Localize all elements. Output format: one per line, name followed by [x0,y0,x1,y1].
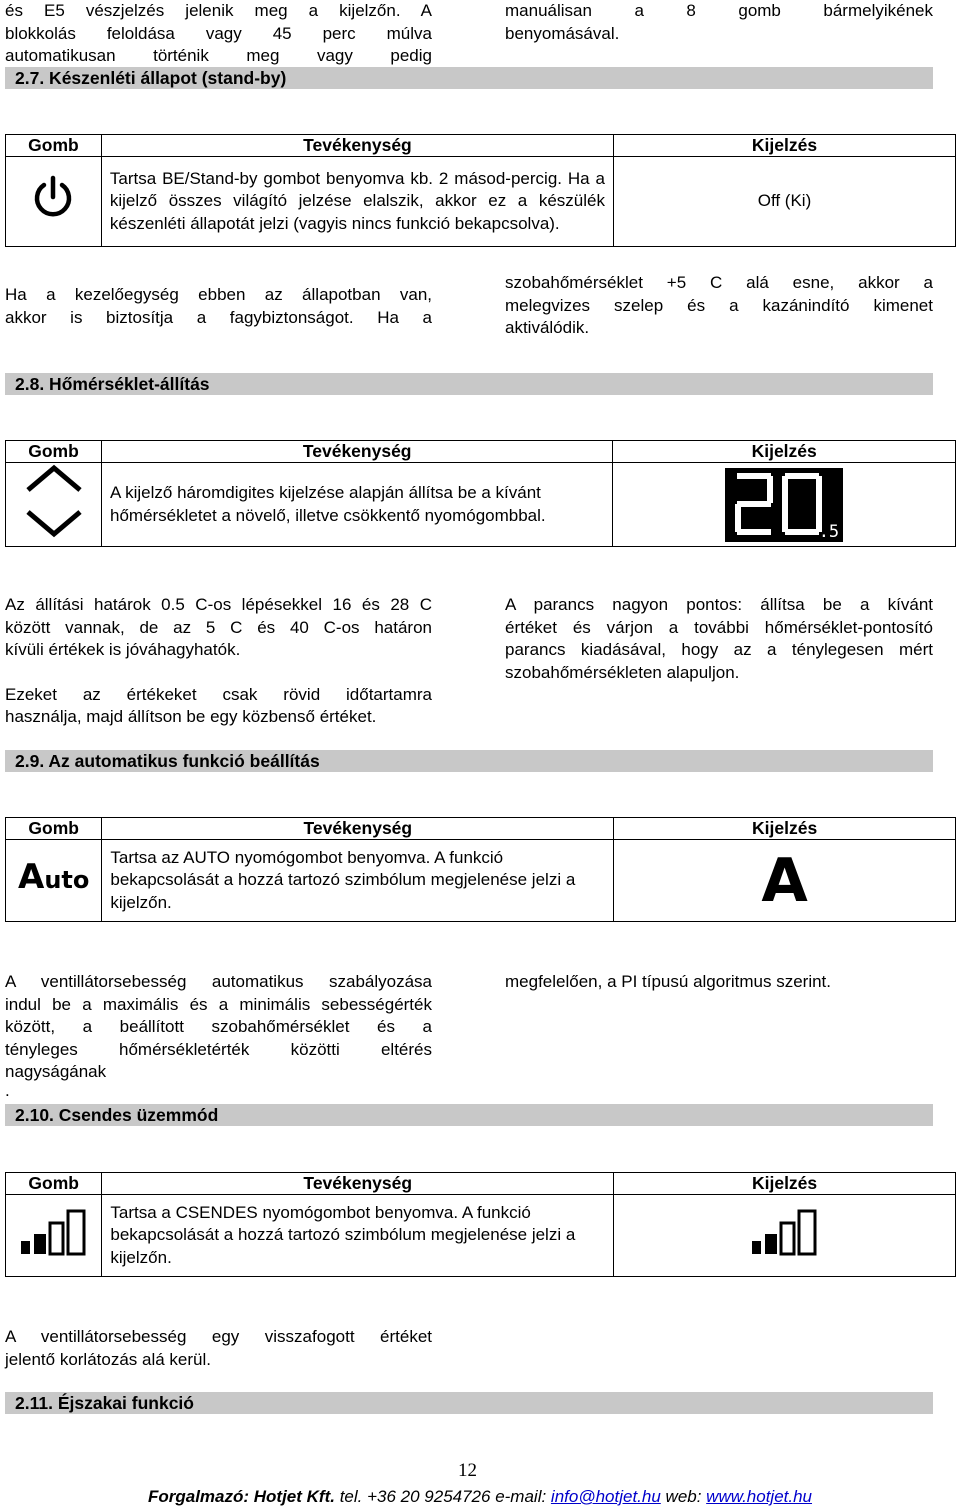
footer-web-label: web: [660,1487,707,1506]
page-number: 12 [458,1460,477,1481]
section-heading-2-8 [5,373,933,395]
intro-left-text [5,0,432,68]
table-row [6,840,956,922]
text-line: indul be a maximális és a minimális sebességérték [5,994,432,1014]
text-line: A ventillátorsebesség egy visszafogott értéket [5,1327,432,1346]
text-line: Ha a kezelőegység ebben az állapotban van, [5,285,432,304]
auto-left-text [5,971,432,1098]
text-line: aktiválódik. [505,318,590,337]
header-tevekenyseg: Tevékenység [102,818,614,840]
section-heading-2-11 [5,1392,933,1414]
footer-web-link[interactable]: www.hotjet.hu [706,1487,813,1506]
button-cell [6,1195,102,1277]
header-kijelzes: Kijelzés [613,441,956,463]
button-cell [6,157,102,247]
text-line: Az állítási határok 0.5 C-os lépésekkel 16 és 28 C [5,595,432,614]
text-line: tényleges hőmérsékletérték közötti eltérés [5,1039,432,1059]
standby-left-text [5,284,432,329]
auto-icon-big: A [17,857,45,898]
standby-right-text [505,272,933,340]
section-title: 2.8. Hőmérséklet-állítás [15,374,210,394]
table-row [6,157,956,247]
header-gomb: Gomb [6,818,102,840]
text-line: Ezeket az értékeket csak rövid időtartamra [5,684,432,704]
table-standby [5,134,956,247]
footer [0,1486,960,1509]
seven-segment-display [725,468,843,542]
table-header-row [6,135,956,157]
text-line: használja, majd állítson be egy közbenső értéket. [5,707,377,726]
text-line: között, a beállított szobahőmérséklet és a [5,1017,432,1036]
auto-right-text [505,971,933,994]
action-cell: Tartsa a CSENDES nyomógombot benyomva. A funkció bekapcsolását a hozzá tartozó szimbólum megjelenése jelzi a kijelzőn. [102,1195,614,1277]
section-title: 2.9. Az automatikus funkció beállítás [15,751,320,771]
display-cell [614,840,956,922]
text-line: blokkolás feloldása vagy 45 perc múlva [5,23,432,43]
auto-icon-small: uto [44,866,90,895]
text-line: értéket és várjon a további hőmérséklet-pontosító [505,617,933,637]
silent-mode-bars-icon [749,1207,821,1257]
action-cell: A kijelző háromdigites kijelzése alapján állítsa be a kívánt hőmérsékletet a növelő, illetve csökkentő nyomógombbal. [102,463,613,547]
text-line: szobahőmérsékleten alapuljon. [505,662,740,682]
section-title: 2.7. Készenléti állapot (stand-by) [15,68,287,88]
header-kijelzes: Kijelzés [614,1173,956,1195]
text-line: jelentő korlátozás alá kerül. [5,1349,212,1369]
text-line: benyomásával. [505,23,620,43]
section-heading-2-9 [5,750,933,772]
text-line: automatikusan történik meg vagy pedig [5,46,432,65]
section-title: 2.10. Csendes üzemmód [15,1105,219,1125]
auto-icon [17,857,90,898]
text-line: . [5,1080,10,1100]
up-down-arrows-icon [24,463,84,539]
intro-right-text [505,0,933,45]
text-line: A parancs nagyon pontos: állítsa be a kívánt [505,595,933,614]
display-cell [613,463,956,547]
text-line: manuálisan a 8 gomb bármelyikének [505,1,933,20]
header-tevekenyseg: Tevékenység [101,135,613,157]
text-line: parancs kiadásával, hogy az a ténylegesen mért [505,640,933,659]
text-line: szobahőmérséklet +5 C alá esne, akkor a [505,273,933,292]
section-title: 2.11. Éjszakai funkció [15,1393,194,1413]
text-line: között vannak, de az 5 C és 40 C-os határon [5,617,432,637]
section-heading-2-7 [5,67,933,89]
header-gomb: Gomb [6,441,102,463]
text-line: megfelelően, a PI típusú algoritmus szerint. [505,972,831,991]
temperature-left-text [5,594,432,729]
table-temperature [5,440,956,547]
button-cell [6,463,102,547]
text-line: akkor is biztosítja a fagybiztonságot. Ha a [5,307,432,327]
button-cell [6,840,102,922]
auto-display-icon: A [761,845,808,916]
action-cell: Tartsa BE/Stand-by gombot benyomva kb. 2 másod-percig. Ha a kijelző összes világító jelzése elalszik, akkor ez a készülék készenléti állapotát jelzi (vagyis nincs funkció bekapcsolva). [101,157,613,247]
table-header-row [6,441,956,463]
text-line: melegvizes szelep és a kazánindító kimenet [505,295,933,315]
display-cell: Off (Ki) [613,157,955,247]
display-cell [614,1195,956,1277]
text-line: nagyságának [5,1062,107,1081]
footer-email-link[interactable]: info@hotjet.hu [550,1487,661,1506]
action-cell: Tartsa az AUTO nyomógombot benyomva. A funkció bekapcsolását a hozzá tartozó szimbólum megjelenése jelzi a kijelzőn. [102,840,614,922]
header-tevekenyseg: Tevékenység [102,1173,614,1195]
header-gomb: Gomb [6,135,102,157]
header-gomb: Gomb [6,1173,102,1195]
silent-left-text [5,1326,432,1371]
footer-prefix: Forgalmazó: Hotjet Kft. [147,1487,335,1506]
text-line: és E5 vészjelzés jelenik meg a kijelzőn. A [5,1,432,20]
footer-tel: tel. +36 20 9254726 e-mail: [334,1487,551,1506]
text-line: kívüli értékek is jóváhagyhatók. [5,640,241,659]
display-decimal: .5 [818,521,840,542]
silent-mode-bars-icon [18,1207,90,1257]
section-heading-2-10 [5,1104,933,1126]
table-row [6,1195,956,1277]
header-tevekenyseg: Tevékenység [102,441,613,463]
header-kijelzes: Kijelzés [613,135,955,157]
text-line: A ventillátorsebesség automatikus szabályozása [5,972,432,991]
power-icon [31,175,75,221]
header-kijelzes: Kijelzés [614,818,956,840]
table-silent [5,1172,956,1277]
table-header-row [6,818,956,840]
table-row [6,463,956,547]
table-auto [5,817,956,922]
table-header-row [6,1173,956,1195]
temperature-right-text [505,594,933,684]
